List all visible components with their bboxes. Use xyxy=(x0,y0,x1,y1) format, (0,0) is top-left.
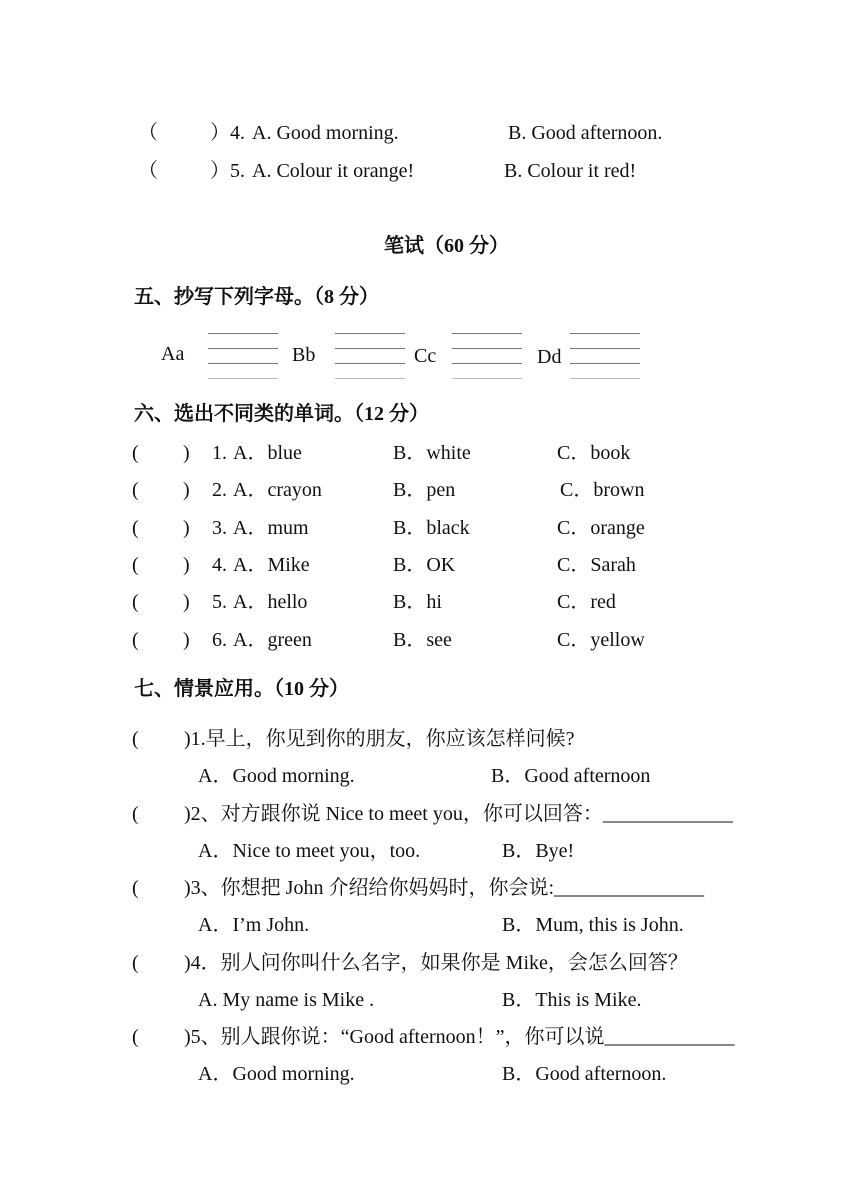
option-a: A．Mike xyxy=(233,554,310,576)
option-a: A．green xyxy=(233,629,312,651)
answer-paren-open[interactable]: ( xyxy=(132,728,139,750)
option-c: C．red xyxy=(557,591,616,613)
option-b: B．hi xyxy=(393,591,442,613)
option-c: C．book xyxy=(557,442,631,464)
answer-paren-open[interactable]: （ xyxy=(138,160,158,182)
answer-paren-open[interactable]: ( xyxy=(132,517,139,539)
answer-paren-open[interactable]: ( xyxy=(132,952,139,974)
scenario-question: )5、别人跟你说：“Good afternoon！”，你可以说_____________ xyxy=(184,1026,735,1048)
section-7-title: 七、情景应用。（10 分） xyxy=(134,678,349,700)
option-a: A．mum xyxy=(233,517,309,539)
option-a: A．I’m John. xyxy=(198,914,310,936)
option-b: B. Colour it red! xyxy=(504,160,637,182)
option-a: A．crayon xyxy=(233,479,322,501)
option-a: A．Good morning. xyxy=(198,1063,355,1085)
option-a: A. Good morning. xyxy=(252,122,399,144)
item-number: 6. xyxy=(212,629,227,651)
option-a: A．Nice to meet you，too. xyxy=(198,840,421,862)
option-b: B．Bye! xyxy=(502,840,575,862)
option-b: B．black xyxy=(393,517,470,539)
item-number: 3. xyxy=(212,517,227,539)
option-c: C．brown xyxy=(560,479,645,501)
option-b: B. Good afternoon. xyxy=(508,122,663,144)
item-number: 4. xyxy=(212,554,227,576)
scenario-question: )2、对方跟你说 Nice to meet you，你可以回答：_____________ xyxy=(184,803,733,825)
answer-paren-open[interactable]: ( xyxy=(132,803,139,825)
item-number: 2. xyxy=(212,479,227,501)
letter-aa: Aa xyxy=(161,343,185,365)
letter-cc: Cc xyxy=(414,345,437,367)
option-c: C．yellow xyxy=(557,629,645,651)
option-a: A．blue xyxy=(233,442,302,464)
answer-paren-open[interactable]: ( xyxy=(132,554,139,576)
scenario-question: )1.早上，你见到你的朋友，你应该怎样问候? xyxy=(184,728,575,750)
item-number: 5. xyxy=(212,591,227,613)
letter-bb: Bb xyxy=(292,344,316,366)
option-b: B．white xyxy=(393,442,471,464)
answer-paren-open[interactable]: ( xyxy=(132,479,139,501)
scenario-question: )4．别人问你叫什么名字，如果你是 Mike，会怎么回答？ xyxy=(184,952,688,974)
option-c: C．Sarah xyxy=(557,554,636,576)
option-b: B．This is Mike. xyxy=(502,989,642,1011)
option-a: A. My name is Mike . xyxy=(198,989,375,1011)
option-a: A．Good morning. xyxy=(198,765,355,787)
option-b: B．see xyxy=(393,629,452,651)
option-a: A．hello xyxy=(233,591,308,613)
answer-paren-close: ） xyxy=(210,160,230,182)
answer-paren-open[interactable]: ( xyxy=(132,629,139,651)
answer-paren-close: ） xyxy=(210,122,230,144)
item-number: 4. xyxy=(230,122,245,144)
option-b: B．pen xyxy=(393,479,456,501)
answer-paren-open[interactable]: ( xyxy=(132,442,139,464)
option-a: A. Colour it orange! xyxy=(252,160,415,182)
option-b: B．Good afternoon xyxy=(491,765,651,787)
answer-paren-close: ) xyxy=(183,517,190,539)
written-test-title: 笔试（60 分） xyxy=(384,235,509,257)
option-b: B．Good afternoon. xyxy=(502,1063,667,1085)
answer-paren-open[interactable]: ( xyxy=(132,877,139,899)
answer-paren-close: ) xyxy=(183,442,190,464)
option-c: C．orange xyxy=(557,517,645,539)
letter-dd: Dd xyxy=(537,346,562,368)
answer-paren-open[interactable]: ( xyxy=(132,1026,139,1048)
section-5-title: 五、抄写下列字母。（8 分） xyxy=(134,286,379,308)
answer-paren-close: ) xyxy=(183,629,190,651)
section-6-title: 六、选出不同类的单词。（12 分） xyxy=(134,403,429,425)
answer-paren-close: ) xyxy=(183,591,190,613)
item-number: 1. xyxy=(212,442,227,464)
answer-paren-open[interactable]: ( xyxy=(132,591,139,613)
option-b: B．OK xyxy=(393,554,456,576)
answer-paren-close: ) xyxy=(183,554,190,576)
answer-paren-close: ) xyxy=(183,479,190,501)
item-number: 5. xyxy=(230,160,245,182)
option-b: B．Mum, this is John. xyxy=(502,914,684,936)
answer-paren-open[interactable]: （ xyxy=(138,122,158,144)
scenario-question: )3、你想把 John 介绍给你妈妈时，你会说:_______________ xyxy=(184,877,704,899)
